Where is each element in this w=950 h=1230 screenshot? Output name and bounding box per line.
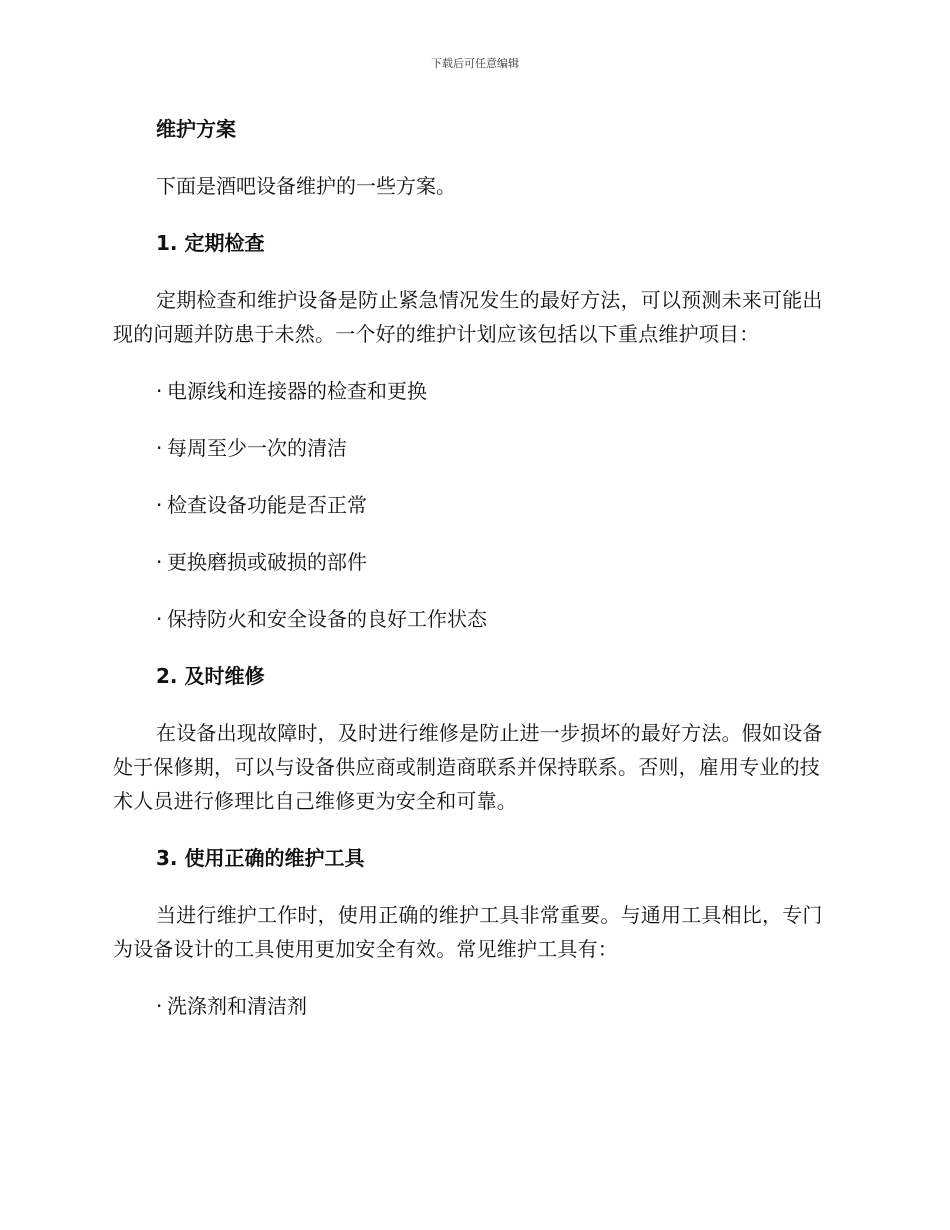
list-item-text: 洗涤剂和清洁剂 [167, 994, 307, 1018]
list-item-text: 电源线和连接器的检查和更换 [167, 379, 427, 403]
document-body [113, 112, 833, 1046]
list-item [113, 374, 833, 408]
list-item [113, 545, 833, 579]
bullet-marker: · [156, 994, 163, 1018]
list-item [113, 602, 833, 636]
document-title: 维护方案 [156, 117, 236, 141]
list-item [113, 488, 833, 522]
section-paragraph-1: 定期检查和维护设备是防止紧急情况发生的最好方法，可以预测未来可能出现的问题并防患于未然。一个好的维护计划应该包括以下重点维护项目： [113, 288, 823, 346]
header-note: 下载后可任意编辑 [431, 57, 519, 70]
list-item-text: 每周至少一次的清洁 [167, 436, 347, 460]
bullet-marker: · [156, 550, 163, 574]
bullet-marker: · [156, 379, 163, 403]
bullet-marker: · [156, 607, 163, 631]
list-item [113, 431, 833, 465]
bullet-marker: · [156, 493, 163, 517]
section-paragraph-2: 在设备出现故障时，及时进行维修是防止进一步损坏的最好方法。假如设备处于保修期，可以与设备供应商或制造商联系并保持联系。否则，雇用专业的技术人员进行修理比自己维修更为安全和可靠。 [113, 721, 823, 813]
list-item-text: 更换磨损或破损的部件 [167, 550, 367, 574]
list-item [113, 989, 833, 1023]
section-paragraph-3: 当进行维护工作时，使用正确的维护工具非常重要。与通用工具相比，专门为设备设计的工具使用更加安全有效。常见维护工具有： [113, 903, 823, 961]
list-item-text: 检查设备功能是否正常 [167, 493, 367, 517]
section-heading-3: 3. 使用正确的维护工具 [156, 846, 365, 870]
list-item-text: 保持防火和安全设备的良好工作状态 [167, 607, 487, 631]
intro-paragraph: 下面是酒吧设备维护的一些方案。 [156, 174, 456, 198]
section-heading-2: 2. 及时维修 [156, 664, 265, 688]
section-heading-1: 1. 定期检查 [156, 231, 265, 255]
bullet-marker: · [156, 436, 163, 460]
